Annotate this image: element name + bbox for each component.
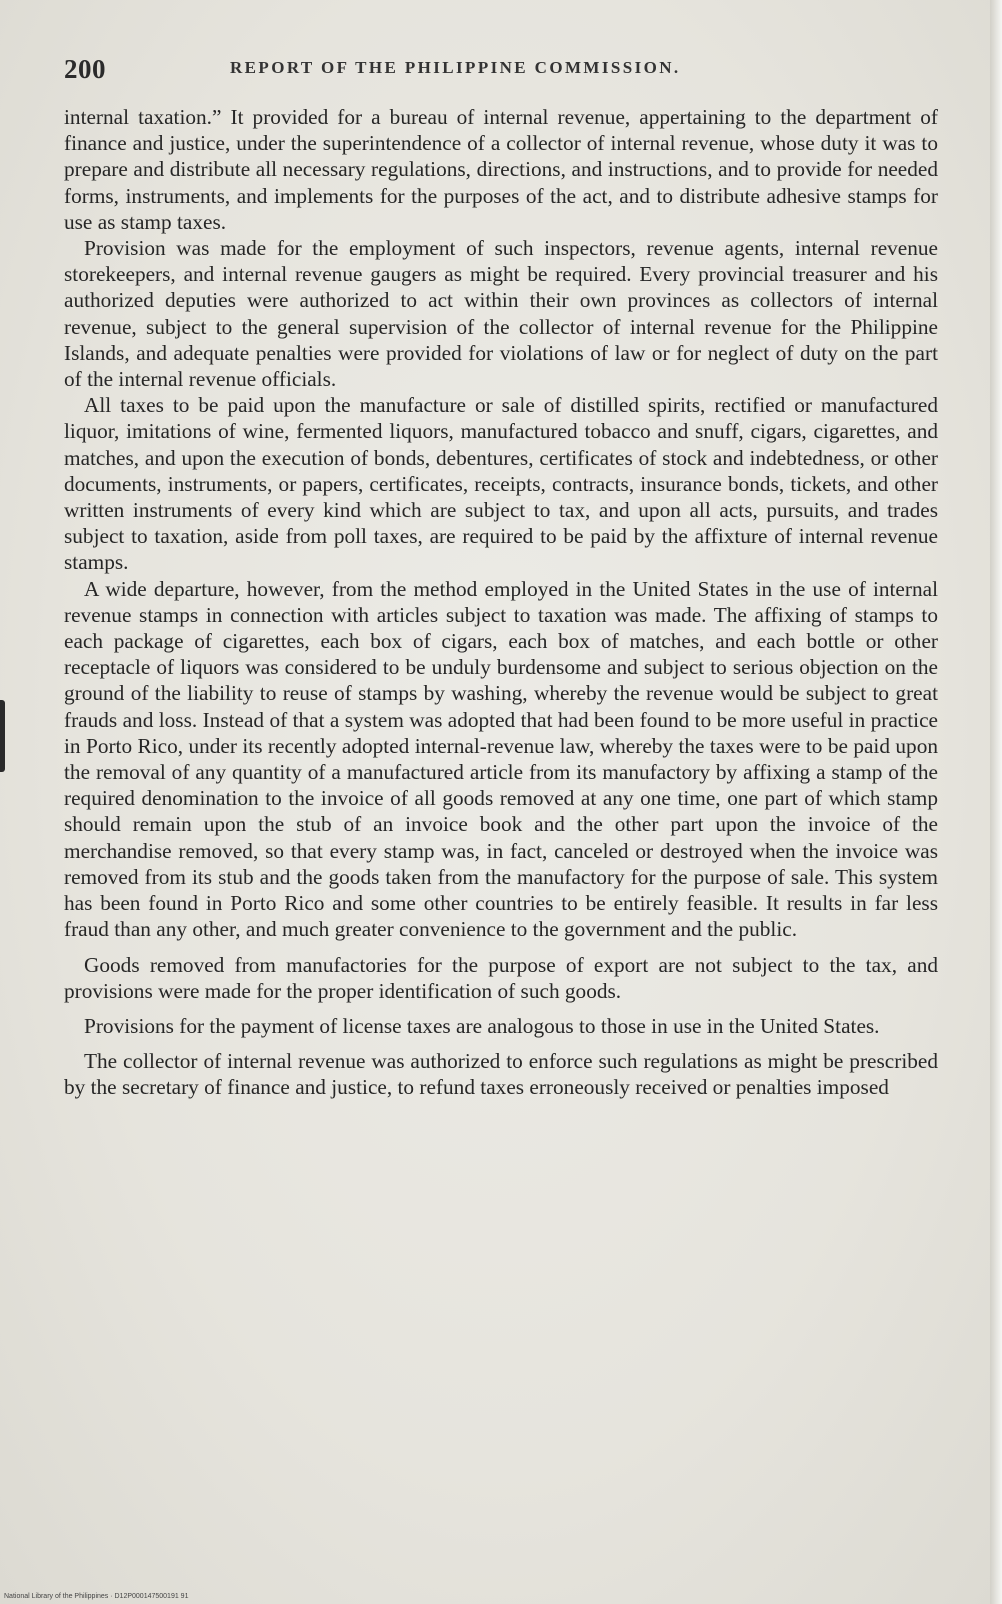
paragraph: A wide departure, however, from the method employed in the United States in the use of internal revenue stamps in connection with articles subject to taxation was made. The affixing of stamps to each package of cigarettes, each box of cigars, each box of matches, and each bottle or other receptacle of liquors was considered to be unduly burdensome and subject to serious objection on the ground of the liability to reuse of stamps by washing, whereby the revenue would be subject to great frauds and loss. Instead of that a system was adopted that had been found to be more useful in practice in Porto Rico, under its recently adopted internal-revenue law, whereby the taxes were to be paid upon the removal of any quantity of a manufactured article from its manufactory by affixing a stamp of the required denomination to the invoice of all goods removed at any one time, one part of which stamp should remain upon the stub of an invoice book and the other part upon the invoice of the merchandise removed, so that every stamp was, in fact, canceled or destroyed when the invoice was removed from its stub and the goods taken from the manufactory for the purpose of sale. This system has been found in Porto Rico and some other countries to be entirely feasible. It results in far less fraud than any other, and much greater convenience to the government and the public. <box>64 576 938 942</box>
paragraph: internal taxation.” It provided for a bureau of internal revenue, appertaining to the department of finance and justice, under the superintendence of a collector of internal revenue, whose duty it was to prepare and distribute all necessary regulations, directions, and instructions, and to provide for needed forms, instruments, and implements for the purposes of the act, and to distribute adhesive stamps for use as stamp taxes. <box>64 105 938 234</box>
running-head: REPORT OF THE PHILIPPINE COMMISSION. <box>230 58 681 77</box>
paragraph: The collector of internal revenue was authorized to enforce such regulations as might be prescribed by the secretary of finance and justice, to refund taxes erroneously received or penalties imposed <box>64 1049 938 1100</box>
paragraph: All taxes to be paid upon the manufacture or sale of distilled spirits, rectified or manufactured liquor, imitations of wine, fermented liquors, manufactured tobacco and snuff, cigars, cigarettes, and matches, and upon the execution of bonds, debentures, certificates of stock and indebtedness, or other documents, instruments, or papers, certificates, receipts, contracts, insurance bonds, tickets, and other written instruments of every kind which are subject to tax, and upon all acts, pursuits, and trades subject to taxation, aside from poll taxes, are required to be paid by the affixture of internal revenue stamps. <box>64 393 938 575</box>
body-text <box>64 104 938 1101</box>
page-number: 200 <box>64 54 106 84</box>
paragraph: Provisions for the payment of license taxes are analogous to those in use in the United States. <box>84 1013 880 1038</box>
page-right-edge <box>990 0 1002 1604</box>
paragraph: Goods removed from manufactories for the purpose of export are not subject to the tax, and provisions were made for the proper identification of such goods. <box>64 952 938 1003</box>
binding-mark <box>0 700 5 772</box>
source-footer: National Library of the Philippines · D12P000147500191 91 <box>4 1593 189 1600</box>
page-header <box>64 54 938 94</box>
paragraph: Provision was made for the employment of such inspectors, revenue agents, internal revenue storekeepers, and internal revenue gaugers as might be required. Every provincial treasurer and his authorized deputies were authorized to act within their own provinces as collectors of internal revenue, subject to the general supervision of the collector of internal revenue for the Philippine Islands, and adequate penalties were provided for violations of law or for neglect of duty on the part of the internal revenue officials. <box>64 236 938 392</box>
